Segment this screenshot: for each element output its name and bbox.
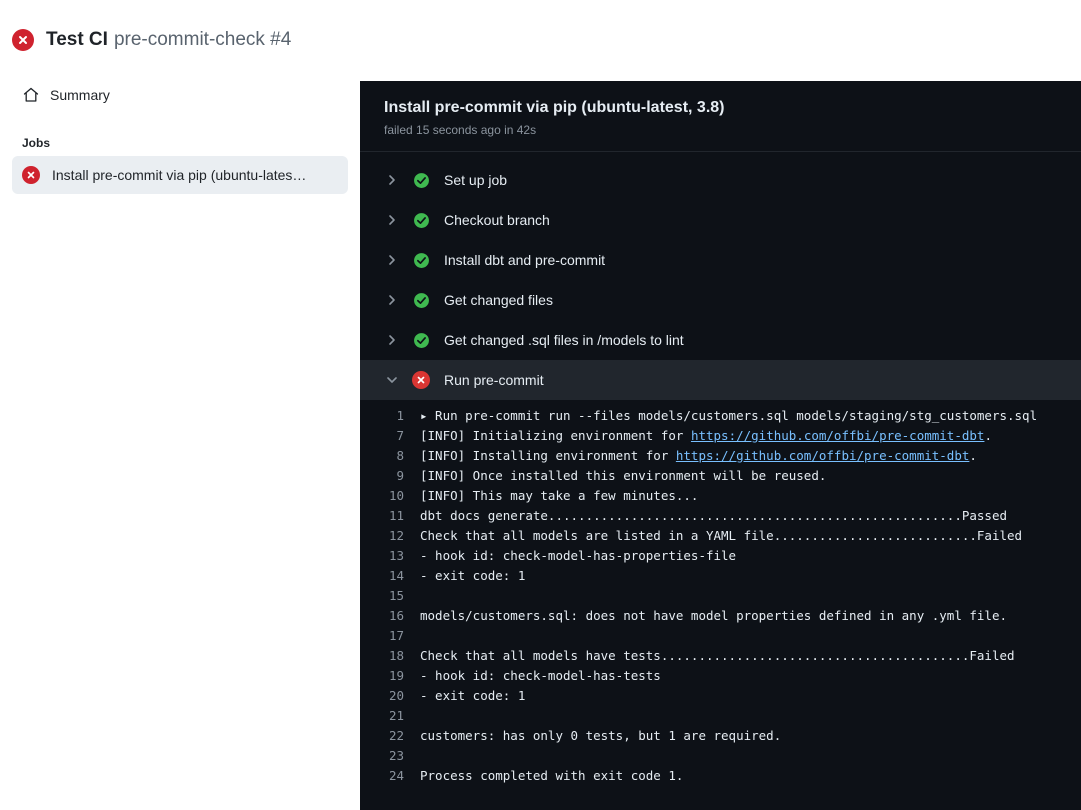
check-circle-icon (412, 211, 430, 229)
log-line (360, 606, 1081, 626)
step-row[interactable] (360, 160, 1081, 200)
chevron-right-icon (384, 254, 400, 266)
line-number: 1 (396, 408, 404, 423)
check-circle-icon (412, 291, 430, 309)
line-text: - exit code: 1 (420, 568, 526, 583)
line-number: 12 (388, 528, 404, 543)
line-number: 16 (388, 608, 404, 623)
line-text: Process completed with exit code 1. (420, 768, 684, 783)
step-row[interactable] (360, 240, 1081, 280)
log-line (360, 506, 1081, 526)
line-number: 8 (396, 448, 404, 463)
sidebar (0, 78, 360, 810)
log-line (360, 806, 1081, 810)
sidebar-section-jobs: Jobs (22, 136, 51, 150)
line-text: [INFO] This may take a few minutes... (420, 488, 699, 503)
step-label: Get changed .sql files in /models to lint (444, 332, 684, 348)
check-circle-icon (412, 171, 430, 189)
line-text: - exit code: 1 (420, 688, 526, 703)
line-text: Check that all models have tests.........................................Failed (420, 648, 1015, 663)
x-circle-icon (22, 166, 40, 184)
line-text (420, 426, 992, 446)
line-text: Check that all models are listed in a YAML file...........................Failed (420, 528, 1023, 543)
line-number: 20 (388, 688, 404, 703)
line-number: 11 (388, 508, 404, 523)
log-header (360, 81, 1081, 152)
step-list (360, 152, 1081, 400)
log-line (360, 546, 1081, 566)
log-line (360, 566, 1081, 586)
step-label: Install dbt and pre-commit (444, 252, 606, 268)
log-line (360, 646, 1081, 666)
log-line (360, 586, 1081, 606)
log-line (360, 726, 1081, 746)
log-line (360, 666, 1081, 686)
line-number: 10 (388, 488, 404, 503)
line-number: 22 (388, 728, 404, 743)
log-panel (360, 81, 1081, 810)
step-row-active[interactable] (360, 360, 1081, 400)
repo-link[interactable]: https://github.com/offbi/pre-commit-dbt (690, 428, 985, 443)
chevron-right-icon (384, 334, 400, 346)
line-text: - hook id: check-model-has-properties-file (420, 548, 737, 563)
line-text: dbt docs generate.......................................................Passed (420, 508, 1007, 523)
sidebar-item-summary[interactable] (12, 78, 348, 112)
log-line (360, 466, 1081, 486)
step-label: Run pre-commit (444, 372, 544, 388)
log-line (360, 526, 1081, 546)
page-header (0, 0, 1081, 60)
workflow-name: Test CI (46, 29, 108, 50)
log-line (360, 706, 1081, 726)
check-circle-icon (412, 331, 430, 349)
line-number: 23 (388, 748, 404, 763)
step-row[interactable] (360, 280, 1081, 320)
chevron-down-icon (384, 374, 400, 386)
line-text (420, 446, 977, 466)
line-text-prefix: [INFO] Initializing environment for (420, 428, 691, 443)
chevron-right-icon (384, 174, 400, 186)
home-icon (22, 86, 40, 104)
sidebar-item-label: Summary (50, 87, 110, 103)
line-text: [INFO] Once installed this environment will be reused. (420, 468, 827, 483)
line-text-prefix: [INFO] Installing environment for (420, 448, 676, 463)
log-output[interactable] (360, 400, 1081, 810)
log-line (360, 626, 1081, 646)
run-name: pre-commit-check #4 (113, 29, 292, 50)
step-row[interactable] (360, 320, 1081, 360)
line-number: 13 (388, 548, 404, 563)
line-number: 14 (388, 568, 404, 583)
line-number: 21 (388, 708, 404, 723)
sidebar-item-job[interactable] (12, 156, 348, 194)
line-number: 18 (388, 648, 404, 663)
chevron-right-icon (384, 214, 400, 226)
line-number: 17 (388, 628, 404, 643)
repo-link[interactable]: https://github.com/offbi/pre-commit-dbt (675, 448, 970, 463)
step-label: Set up job (444, 172, 508, 188)
line-text-tail: . (984, 428, 992, 443)
log-line (360, 766, 1081, 786)
log-line (360, 446, 1081, 466)
line-text: customers: has only 0 tests, but 1 are required. (420, 728, 782, 743)
step-label: Get changed files (444, 292, 553, 308)
line-number: 24 (388, 768, 404, 783)
step-row[interactable] (360, 200, 1081, 240)
job-label: Install pre-commit via pip (ubuntu-lates… (52, 167, 307, 183)
log-line (360, 746, 1081, 766)
log-line (360, 426, 1081, 446)
log-line (360, 686, 1081, 706)
x-circle-icon (12, 29, 34, 51)
page-title (46, 29, 291, 51)
log-line (360, 486, 1081, 506)
job-status-text: failed 15 seconds ago in 42s (384, 123, 537, 137)
chevron-right-icon (384, 294, 400, 306)
step-label: Checkout branch (444, 212, 550, 228)
line-number: 19 (388, 668, 404, 683)
job-title: Install pre-commit via pip (ubuntu-latest, 3.8) (384, 99, 725, 116)
line-number: 9 (396, 468, 404, 483)
line-text: models/customers.sql: does not have model properties defined in any .yml file. (420, 608, 1007, 623)
line-text: - hook id: check-model-has-tests (420, 668, 661, 683)
x-circle-icon (412, 371, 430, 389)
line-text: ▸ Run pre-commit run --files models/customers.sql models/staging/stg_customers.sql (420, 408, 1038, 423)
line-number: 7 (396, 428, 404, 443)
check-circle-icon (412, 251, 430, 269)
line-number: 15 (388, 588, 404, 603)
log-line (360, 406, 1081, 426)
log-line (360, 786, 1081, 806)
line-text-tail: . (969, 448, 977, 463)
